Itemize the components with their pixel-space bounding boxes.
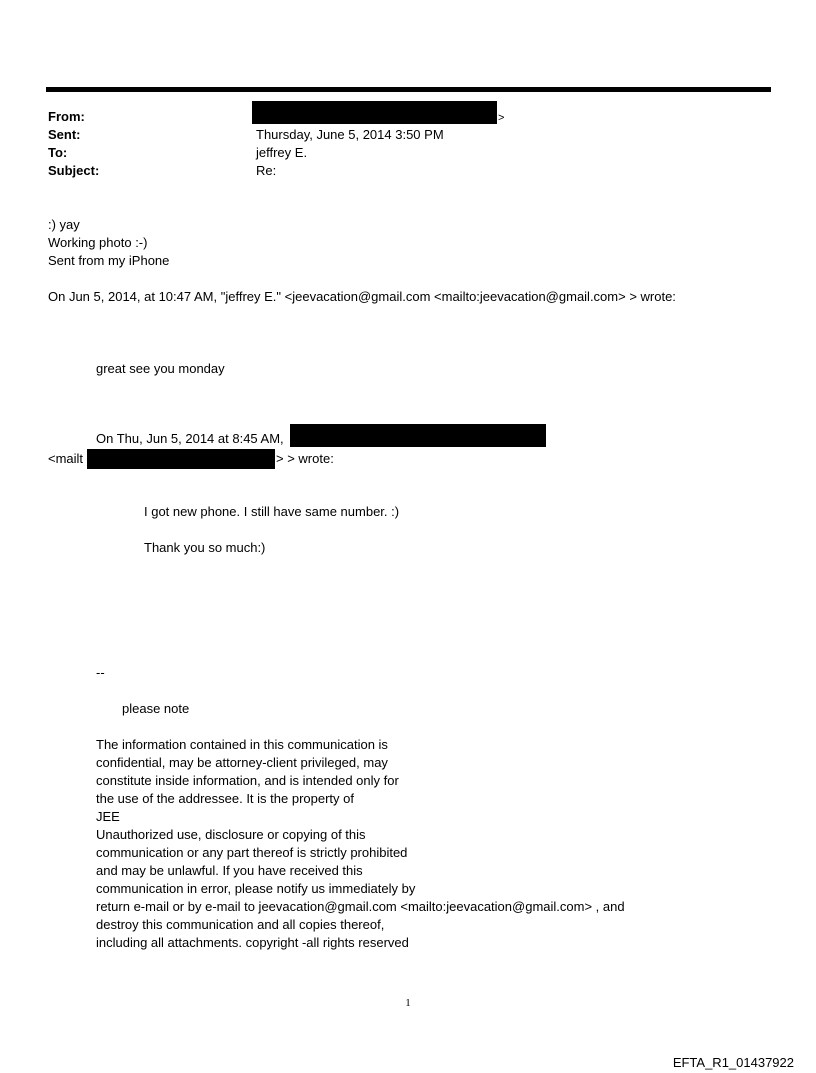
legal-line: including all attachments. copyright -all rights reserved bbox=[96, 935, 409, 950]
sent-label: Sent: bbox=[48, 127, 81, 142]
body-line-sent-from: Sent from my iPhone bbox=[48, 253, 170, 268]
legal-line: confidential, may be attorney-client privileged, may bbox=[96, 755, 388, 770]
document-id: EFTA_R1_01437922 bbox=[672, 1055, 794, 1070]
subject-label: Subject: bbox=[48, 163, 100, 178]
body-line-working-photo: Working photo :-) bbox=[48, 235, 148, 250]
legal-line: destroy this communication and all copies thereof, bbox=[96, 917, 385, 932]
reply-great: great see you monday bbox=[96, 361, 225, 376]
body-line-yay: :) yay bbox=[48, 217, 80, 232]
nested-header-prefix: On Thu, Jun 5, 2014 at 8:45 AM, bbox=[96, 431, 284, 446]
to-value: jeffrey E. bbox=[256, 145, 308, 160]
legal-line: Unauthorized use, disclosure or copying of this bbox=[96, 827, 366, 842]
message-thank-you: Thank you so much:) bbox=[144, 540, 266, 555]
legal-line: communication in error, please notify us immediately by bbox=[96, 881, 416, 896]
sent-value: Thursday, June 5, 2014 3:50 PM bbox=[256, 127, 444, 142]
subject-value: Re: bbox=[256, 163, 277, 178]
redaction-from bbox=[252, 101, 497, 124]
please-note: please note bbox=[122, 701, 190, 716]
signature-dash: -- bbox=[96, 665, 105, 680]
legal-line: the use of the addressee. It is the property of bbox=[96, 791, 354, 806]
legal-line: return e-mail or by e-mail to jeevacation@gmail.com <mailto:jeevacation@gmail.com> , and bbox=[96, 899, 625, 914]
legal-line: JEE bbox=[96, 809, 120, 824]
to-label: To: bbox=[48, 145, 68, 160]
legal-line: communication or any part thereof is strictly prohibited bbox=[96, 845, 408, 860]
from-label: From: bbox=[48, 109, 85, 124]
quote-header: On Jun 5, 2014, at 10:47 AM, "jeffrey E." <jeevacation@gmail.com <mailto:jeevacation@gmail.com> > wrote: bbox=[48, 289, 676, 304]
legal-line: and may be unlawful. If you have received this bbox=[96, 863, 363, 878]
header-rule bbox=[46, 87, 771, 92]
page-number: 1 bbox=[405, 997, 411, 1009]
nested-mailto-prefix: <mailt bbox=[48, 451, 84, 466]
message-new-phone: I got new phone. I still have same number. :) bbox=[144, 504, 400, 519]
redaction-sender bbox=[290, 424, 546, 447]
redaction-mailto bbox=[87, 449, 275, 469]
legal-line: constitute inside information, and is intended only for bbox=[96, 773, 399, 788]
nested-mailto-suffix: > > wrote: bbox=[276, 451, 334, 466]
from-value-suffix: > bbox=[498, 112, 505, 124]
legal-line: The information contained in this communication is bbox=[96, 737, 388, 752]
